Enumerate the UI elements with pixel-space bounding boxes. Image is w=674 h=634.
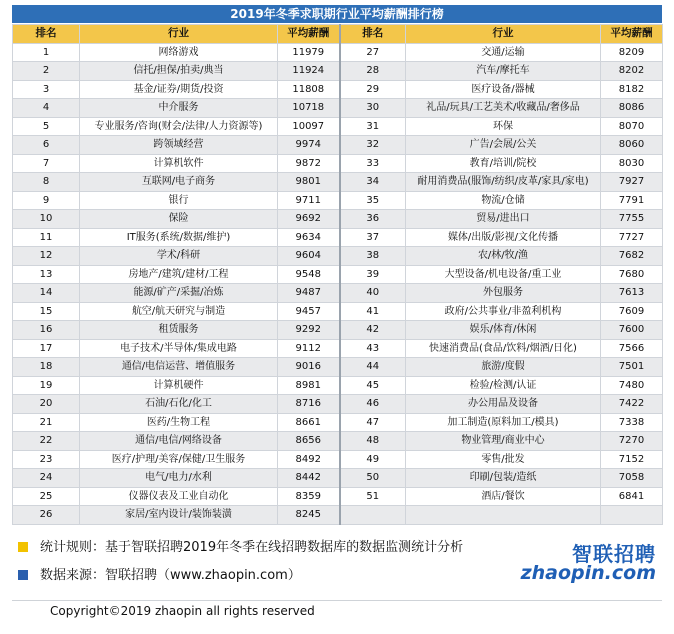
rank-cell: 22 [13,432,80,451]
salary-cell: 7480 [601,376,663,395]
rank-cell: 37 [340,228,406,247]
rank-cell: 3 [13,80,80,99]
salary-cell: 7422 [601,395,663,414]
salary-cell: 8202 [601,62,663,81]
column-header: 行业 [80,25,278,44]
salary-cell: 11979 [278,43,340,62]
industry-cell: 学术/科研 [80,247,278,266]
rank-cell: 49 [340,450,406,469]
industry-cell: 旅游/度假 [406,358,601,377]
rule-text: 统计规则：基于智联招聘2019年冬季在线招聘数据库的数据监测统计分析 [40,540,464,555]
rank-cell: 27 [340,43,406,62]
industry-cell: 基金/证券/期货/投资 [80,80,278,99]
rank-cell: 42 [340,321,406,340]
salary-cell: 9292 [278,321,340,340]
table-row [13,210,663,229]
industry-cell: 汽车/摩托车 [406,62,601,81]
salary-cell: 10097 [278,117,340,136]
rank-cell: 40 [340,284,406,303]
table-row [13,117,663,136]
table-row [13,413,663,432]
salary-cell [601,506,663,525]
salary-cell: 8661 [278,413,340,432]
table-row [13,321,663,340]
industry-cell: 礼品/玩具/工艺美术/收藏品/奢侈品 [406,99,601,118]
rank-cell: 46 [340,395,406,414]
rank-cell: 39 [340,265,406,284]
rank-cell: 10 [13,210,80,229]
rank-cell: 43 [340,339,406,358]
industry-cell: 零售/批发 [406,450,601,469]
rank-cell: 1 [13,43,80,62]
salary-cell: 7566 [601,339,663,358]
salary-cell: 9634 [278,228,340,247]
industry-cell: 政府/公共事业/非盈利机构 [406,302,601,321]
industry-cell: 专业服务/咨询(财会/法律/人力资源等) [80,117,278,136]
table-row [13,62,663,81]
table-row [13,43,663,62]
rank-cell: 28 [340,62,406,81]
table-row [13,154,663,173]
industry-cell: 酒店/餐饮 [406,487,601,506]
industry-cell: 电气/电力/水利 [80,469,278,488]
industry-cell: 大型设备/机电设备/重工业 [406,265,601,284]
rank-cell: 32 [340,136,406,155]
table-row [13,191,663,210]
industry-cell: 医疗/护理/美容/保健/卫生服务 [80,450,278,469]
salary-cell: 7058 [601,469,663,488]
table-row [13,173,663,192]
salary-cell: 7501 [601,358,663,377]
salary-cell: 8060 [601,136,663,155]
rank-cell: 34 [340,173,406,192]
salary-cell: 7927 [601,173,663,192]
salary-cell: 6841 [601,487,663,506]
industry-cell: 通信/电信运营、增值服务 [80,358,278,377]
brand-cn: 智联招聘 [572,542,656,566]
industry-cell: 互联网/电子商务 [80,173,278,192]
rank-cell: 14 [13,284,80,303]
chart-title: 2019年冬季求职期行业平均薪酬排行榜 [12,5,662,23]
rank-cell: 23 [13,450,80,469]
salary-cell: 9801 [278,173,340,192]
rank-cell: 29 [340,80,406,99]
rank-cell: 50 [340,469,406,488]
rank-cell: 45 [340,376,406,395]
salary-cell: 7680 [601,265,663,284]
industry-cell: 通信/电信/网络设备 [80,432,278,451]
salary-cell: 9711 [278,191,340,210]
industry-cell: 医药/生物工程 [80,413,278,432]
salary-cell: 9016 [278,358,340,377]
industry-cell: 跨领域经营 [80,136,278,155]
industry-cell: 广告/会展/公关 [406,136,601,155]
column-header: 行业 [406,25,601,44]
industry-cell: 耐用消费品(服饰/纺织/皮革/家具/家电) [406,173,601,192]
rank-cell: 35 [340,191,406,210]
table-row [13,99,663,118]
salary-cell: 7613 [601,284,663,303]
salary-cell: 8359 [278,487,340,506]
table-row [13,284,663,303]
rule-bullet [18,542,28,552]
salary-ranking-table [12,24,663,525]
industry-cell: 医疗设备/器械 [406,80,601,99]
salary-cell: 10718 [278,99,340,118]
table-row [13,450,663,469]
rank-cell: 5 [13,117,80,136]
industry-cell: 银行 [80,191,278,210]
rank-cell: 24 [13,469,80,488]
salary-cell: 7682 [601,247,663,266]
salary-cell: 8492 [278,450,340,469]
industry-cell: 娱乐/体育/休闲 [406,321,601,340]
industry-cell: 家居/室内设计/装饰装潢 [80,506,278,525]
industry-cell: 航空/航天研究与制造 [80,302,278,321]
salary-cell: 9872 [278,154,340,173]
table-row [13,228,663,247]
rank-cell: 21 [13,413,80,432]
salary-cell: 7727 [601,228,663,247]
salary-cell: 11808 [278,80,340,99]
rank-cell: 4 [13,99,80,118]
salary-cell: 7600 [601,321,663,340]
salary-cell: 9604 [278,247,340,266]
salary-cell: 7791 [601,191,663,210]
table-row [13,432,663,451]
rank-cell: 19 [13,376,80,395]
industry-cell: 网络游戏 [80,43,278,62]
salary-cell: 7152 [601,450,663,469]
rank-cell: 17 [13,339,80,358]
salary-cell: 9974 [278,136,340,155]
industry-cell: 中介服务 [80,99,278,118]
industry-cell: 物流/仓储 [406,191,601,210]
salary-cell: 9548 [278,265,340,284]
rank-cell: 41 [340,302,406,321]
industry-cell: 物业管理/商业中心 [406,432,601,451]
industry-cell: 石油/石化/化工 [80,395,278,414]
industry-cell: 租赁服务 [80,321,278,340]
salary-cell: 7755 [601,210,663,229]
rank-cell: 31 [340,117,406,136]
rank-cell: 25 [13,487,80,506]
copyright-text: Copyright©2019 zhaopin all rights reserved [50,604,315,618]
source-bullet [18,570,28,580]
rank-cell: 51 [340,487,406,506]
table-row [13,80,663,99]
rank-cell: 48 [340,432,406,451]
industry-cell: IT服务(系统/数据/维护) [80,228,278,247]
source-text: 数据来源：智联招聘（www.zhaopin.com） [40,568,301,583]
salary-cell: 7609 [601,302,663,321]
rank-cell: 47 [340,413,406,432]
industry-cell: 房地产/建筑/建材/工程 [80,265,278,284]
salary-cell: 8070 [601,117,663,136]
rank-cell: 13 [13,265,80,284]
industry-cell: 计算机硬件 [80,376,278,395]
salary-cell: 8245 [278,506,340,525]
rank-cell: 6 [13,136,80,155]
industry-cell: 电子技术/半导体/集成电路 [80,339,278,358]
rank-cell: 26 [13,506,80,525]
industry-cell: 保险 [80,210,278,229]
industry-cell: 信托/担保/拍卖/典当 [80,62,278,81]
salary-cell: 8030 [601,154,663,173]
salary-cell: 9487 [278,284,340,303]
table-header-row [13,25,663,44]
salary-cell: 8442 [278,469,340,488]
salary-cell: 8086 [601,99,663,118]
rank-cell: 11 [13,228,80,247]
industry-cell: 印刷/包装/造纸 [406,469,601,488]
column-header: 排名 [13,25,80,44]
column-header: 排名 [340,25,406,44]
industry-cell: 农/林/牧/渔 [406,247,601,266]
table-row [13,395,663,414]
salary-cell: 8716 [278,395,340,414]
industry-cell [406,506,601,525]
industry-cell: 计算机软件 [80,154,278,173]
rank-cell: 8 [13,173,80,192]
rank-cell: 30 [340,99,406,118]
zhaopin-logo [520,538,660,588]
rank-cell: 38 [340,247,406,266]
rank-cell [340,506,406,525]
column-header: 平均薪酬 [278,25,340,44]
table-row [13,506,663,525]
salary-cell: 7270 [601,432,663,451]
column-header: 平均薪酬 [601,25,663,44]
industry-cell: 贸易/进出口 [406,210,601,229]
table-row [13,487,663,506]
salary-cell: 8182 [601,80,663,99]
rank-cell: 33 [340,154,406,173]
table-row [13,376,663,395]
industry-cell: 快速消费品(食品/饮料/烟酒/日化) [406,339,601,358]
industry-cell: 环保 [406,117,601,136]
table-row [13,358,663,377]
rank-cell: 15 [13,302,80,321]
salary-cell: 9457 [278,302,340,321]
table-row [13,247,663,266]
industry-cell: 加工制造(原料加工/模具) [406,413,601,432]
industry-cell: 媒体/出版/影视/文化传播 [406,228,601,247]
industry-cell: 能源/矿产/采掘/冶炼 [80,284,278,303]
industry-cell: 交通/运输 [406,43,601,62]
salary-cell: 9112 [278,339,340,358]
table-row [13,469,663,488]
rank-cell: 9 [13,191,80,210]
rank-cell: 2 [13,62,80,81]
salary-cell: 8656 [278,432,340,451]
industry-cell: 教育/培训/院校 [406,154,601,173]
industry-cell: 仪器仪表及工业自动化 [80,487,278,506]
rank-cell: 20 [13,395,80,414]
rank-cell: 44 [340,358,406,377]
salary-cell: 7338 [601,413,663,432]
table-row [13,339,663,358]
salary-cell: 9692 [278,210,340,229]
rank-cell: 12 [13,247,80,266]
brand-en: zhaopin.com [520,562,656,584]
rank-cell: 18 [13,358,80,377]
rank-cell: 36 [340,210,406,229]
industry-cell: 办公用品及设备 [406,395,601,414]
salary-cell: 11924 [278,62,340,81]
salary-cell: 8209 [601,43,663,62]
table-row [13,265,663,284]
industry-cell: 检验/检测/认证 [406,376,601,395]
rank-cell: 16 [13,321,80,340]
footer-divider [12,600,662,601]
table-row [13,302,663,321]
rank-cell: 7 [13,154,80,173]
table-row [13,136,663,155]
salary-cell: 8981 [278,376,340,395]
industry-cell: 外包服务 [406,284,601,303]
